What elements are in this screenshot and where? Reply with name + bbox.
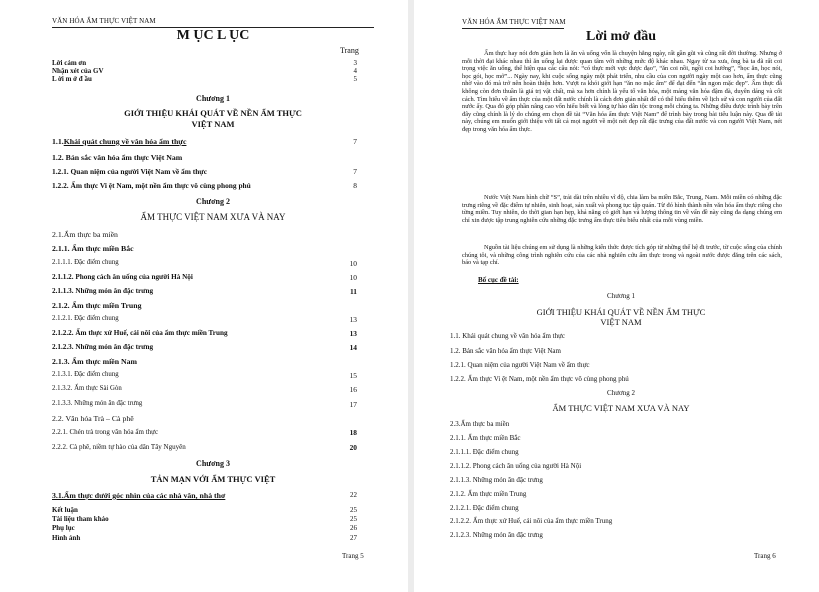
toc-entry: Phụ lục <box>52 524 75 532</box>
toc-page <box>0 0 408 592</box>
intro-title: Lời mở đầu <box>586 29 656 44</box>
toc-page-number: 26 <box>350 524 357 532</box>
outline-entry: 1.2.2. Ẩm thực Vi ệt Nam, một nền ẩm thực vô cùng phong phú <box>450 375 629 383</box>
toc-entry: 2.2.1. Chén trà trong văn hóa ẩm thực <box>52 428 159 436</box>
toc-entry: 2.1.2.2. Ẩm thực xứ Huế, cái nôi của ẩm thực miền Trung <box>52 329 228 337</box>
outline-entry: 1.2.1. Quan niệm của người Việt Nam về ẩm thực <box>450 361 590 369</box>
toc-page-number: 22 <box>350 491 357 499</box>
page-header: VĂN HÓA ẨM THỰC VIỆT NAM <box>462 18 566 26</box>
trang-label: Trang <box>340 46 359 55</box>
toc-entry: Nhận xét của GV <box>52 67 104 75</box>
bocuc-label: Bố cục đề tài: <box>478 276 519 284</box>
toc-entry: 2.1.3.3. Những món ăn đặc trưng <box>52 400 143 407</box>
toc-entry <box>52 137 186 146</box>
outline-entry: 2.1.2.1. Đặc điểm chung <box>450 504 519 512</box>
toc-entry: 2.1.Ẩm thực ba miền <box>52 230 118 239</box>
toc-entry: 3.1.Ẩm thực dưới góc nhìn của các nhà văn, nhà thơ <box>52 491 226 500</box>
intro-paragraph-1: Ẩm thực hay nói đơn giản hơn là ăn và uống vốn là chuyện hằng ngày, rất gần gũi và cũng rất đời thường. Nhưng ở mỗi thời đại khác nhau thì ăn uống lại được quan tâm với những mức độ khác nhau. Ngay từ xa xưa, ông bà ta đã rất coi trọng việc ăn uống, thể hiện qua các câu nói: “có thực mới vực được đạo”, “ăn coi nồi, ngồi coi hướng”, “học ăn, học nói, học gói, học mở”... Ngày nay, khi cuộc sống ngày một phát triển, nhu cầu của con người ngày một cao hơn, ẩm thực cũng nhờ vào đó mà trở nên hoàn thiện hơn. Vượt ra khỏi giới hạn “ăn no mặc ấm” để đạt đến “ăn ngon mặc đẹp”. Ẩm thực đã không còn đơn thuần là giá trị vật chất, mà xa hơn chính là yếu tố văn hóa, một mảng văn hóa đậm đà, duyên dáng và cốt cách. Tìm hiểu về ẩm thực của một đất nước chính là cách đơn giản nhất để có thể hiểu thêm về lịch sử và con người của đất nước ấy. Qua đó góp phần nâng cao vốn hiểu biết và lòng tự hào dân tộc trong mỗi chúng ta. Những điều được trình bày trên đây cũng chính là lý do chúng em chọn đề tài “Văn hóa ẩm thực Việt Nam” để trình bày trong bài tiểu luận này. Qua đề tài này, chúng em muốn giới thiệu với tất cả mọi người về một nét đẹp rất đặc trưng của đất nước và con người Việt Nam, nét đẹp trong văn hóa ẩm thực. <box>462 50 782 133</box>
toc-page-number: 4 <box>353 67 357 75</box>
outline-entry: 1.1. Khái quát chung về văn hóa ẩm thực <box>450 332 565 340</box>
outline-entry: 2.1.1.1. Đặc điểm chung <box>450 448 519 456</box>
toc-entry: 2.1.1.1. Đặc điểm chung <box>52 259 119 266</box>
toc-page-number: 20 <box>349 443 357 452</box>
toc-page-number: 25 <box>350 506 357 514</box>
page-footer: Trang 5 <box>342 552 364 560</box>
intro-paragraph-3: Nguồn tài liệu chúng em sử dụng là những kiến thức được tích góp từ những thế hệ đi trước, từ cuộc sống của chính chúng tôi, và những công trình nghiên cứu của các nhà nghiên cứu ẩm thực trong và ngoài nước được đăng trên các sách, báo và tạp chí. <box>462 244 782 267</box>
toc-page-number: 18 <box>349 428 357 437</box>
toc-entry: 2.2. Văn hóa Trà – Cà phê <box>52 414 134 423</box>
toc-page-number: 10 <box>349 259 357 268</box>
toc-entry: Tài liệu tham khảo <box>52 515 109 523</box>
toc-title: M ỤC L ỤC <box>176 28 250 43</box>
chapter-label: Chương 3 <box>196 459 230 468</box>
toc-entry: 2.2.2. Cà phê, niềm tự hào của dân Tây Nguyên <box>52 443 186 451</box>
page-header: VĂN HÓA ẨM THỰC VIỆT NAM <box>52 17 156 25</box>
toc-page-number: 7 <box>353 167 357 176</box>
outline-entry: 2.1.2. Ẩm thực miền Trung <box>450 490 527 498</box>
toc-entry: Kết luận <box>52 506 78 514</box>
chapter-title: ẨM THỰC VIỆT NAM XƯA VÀ NAY <box>140 212 286 222</box>
toc-page-number: 15 <box>349 371 357 380</box>
chapter-title: GIỚI THIỆU KHÁI QUÁT VỀ NỀN ẨM THỰC <box>124 108 302 118</box>
toc-entry: L ời m ở đ ầu <box>52 75 92 83</box>
chapter-label: Chương 2 <box>607 389 635 397</box>
toc-entry: 2.1.3.2. Ẩm thực Sài Gòn <box>52 385 122 392</box>
toc-page-number: 13 <box>349 315 357 324</box>
chapter-title: VIỆT NAM <box>191 119 235 129</box>
chapter-title: GIỚI THIỆU KHÁI QUÁT VỀ NỀN ẨM THỰC <box>536 307 706 317</box>
toc-page-number: 11 <box>350 287 357 296</box>
outline-entry: 2.1.1. Ẩm thực miền Bắc <box>450 434 521 442</box>
outline-entry: 2.1.1.2. Phong cách ăn uống của người Hà Nội <box>450 462 582 470</box>
toc-page-number: 16 <box>349 385 357 394</box>
toc-page-number: 10 <box>349 273 357 282</box>
toc-page-number: 27 <box>350 534 357 542</box>
toc-entry: 2.1.1. Ẩm thực miền Bắc <box>52 244 134 253</box>
toc-entry: 2.1.3. Ẩm thực miền Nam <box>52 357 138 366</box>
toc-page-number: 3 <box>353 59 357 67</box>
toc-entry: 2.1.2. Ẩm thực miền Trung <box>52 301 142 310</box>
toc-entry: Hình ảnh <box>52 534 81 542</box>
outline-entry: 2.3.Ẩm thực ba miền <box>450 420 510 428</box>
toc-entry: 1.2. Bản sắc văn hóa ẩm thực Việt Nam <box>52 153 183 162</box>
toc-page-number: 7 <box>353 137 357 146</box>
toc-entry: Lời cảm ơn <box>52 59 87 67</box>
toc-entry: 2.1.1.3. Những món ăn đặc trưng <box>52 287 154 295</box>
toc-page-number: 13 <box>349 329 357 338</box>
chapter-label: Chương 2 <box>196 197 230 206</box>
chapter-title: ẨM THỰC VIỆT NAM XƯA VÀ NAY <box>552 403 690 413</box>
toc-entry: 2.1.2.3. Những món ăn đặc trưng <box>52 343 154 351</box>
intro-paragraph-2: Nước Việt Nam hình chữ “S”, trải dài trên nhiều vĩ độ, chia làm ba miền Bắc, Trung, Nam. Mỗi miền có những đặc trưng riêng về đặc điểm tự nhiên, sinh hoạt, sản xuất và phong tục tập quán. Từ đó hình thành nền văn hóa ẩm thực riêng cho từng miền. Tuy nhiên, do thời gian hạn hẹp, khả năng có giới hạn và lượng thông tin về vấn đề này cũng đa dạng chúng em chỉ xin được tập trung nghiên cứu những đặc trưng ẩm thực tiêu biểu nhất của mỗi vùng miền. <box>462 194 782 224</box>
toc-label: Khái quát chung về văn hóa ẩm thực <box>63 137 187 146</box>
outline-entry: 2.1.1.3. Những món ăn đặc trưng <box>450 476 543 484</box>
outline-entry: 2.1.2.2. Ẩm thực xứ Huế, cái nôi của ẩm thực miền Trung <box>450 517 613 525</box>
intro-page <box>414 0 819 592</box>
toc-number: 1.1. <box>52 137 64 146</box>
toc-page-number: 17 <box>349 400 357 409</box>
outline-entry: 1.2. Bản sắc văn hóa ẩm thực Việt Nam <box>450 347 561 355</box>
page-footer: Trang 6 <box>754 552 776 560</box>
outline-entry: 2.1.2.3. Những món ăn đặc trưng <box>450 531 543 539</box>
toc-entry: 2.1.2.1. Đặc điểm chung <box>52 315 119 322</box>
toc-entry: 2.1.1.2. Phong cách ăn uống của người Hà Nội <box>52 273 193 281</box>
chapter-label: Chương 1 <box>196 94 230 103</box>
toc-entry: 1.2.1. Quan niệm của người Việt Nam về ẩm thực <box>52 167 208 176</box>
chapter-title: TẢN MẠN VỚI ẨM THỰC VIỆT <box>150 474 276 484</box>
chapter-title: VIỆT NAM <box>600 317 642 327</box>
toc-page-number: 25 <box>350 515 357 523</box>
toc-page-number: 14 <box>349 343 357 352</box>
toc-page-number: 8 <box>353 181 357 190</box>
chapter-label: Chương 1 <box>607 292 635 300</box>
toc-entry: 1.2.2. Ẩm thực Vi ệt Nam, một nền ẩm thực vô cùng phong phú <box>52 181 251 190</box>
toc-page-number: 5 <box>353 75 357 83</box>
toc-entry: 2.1.3.1. Đặc điểm chung <box>52 371 119 378</box>
